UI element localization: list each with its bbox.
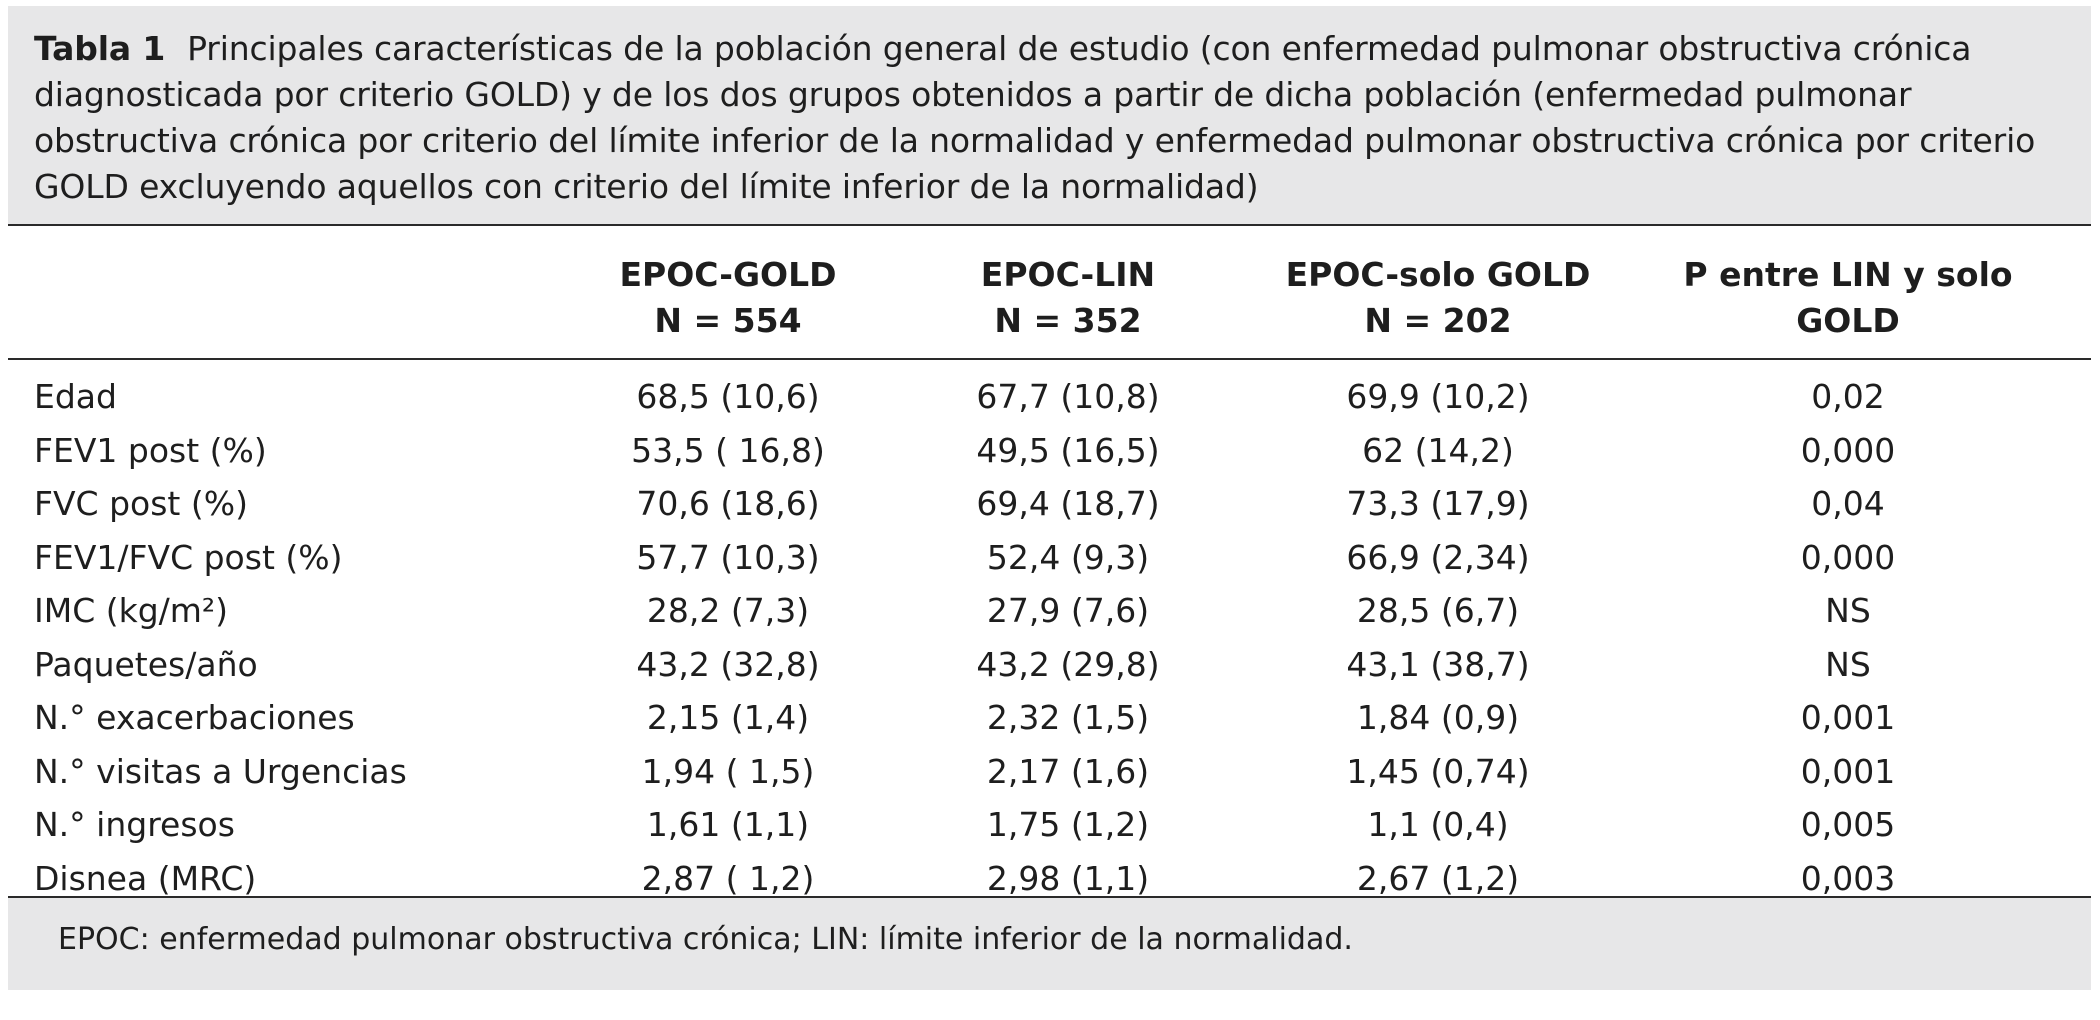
cell-p-value: NS <box>1825 644 1871 684</box>
cell-epoc-lin: 43,2 (29,8) <box>976 644 1160 684</box>
cell-epoc-lin: 2,98 (1,1) <box>986 858 1150 898</box>
row-label: FVC post (%) <box>34 484 248 523</box>
table-caption <box>8 6 2091 224</box>
cell-epoc-lin: 49,5 (16,5) <box>976 430 1160 470</box>
cell-epoc-solo-gold: 28,5 (6,7) <box>1356 591 1520 630</box>
row-label: FEV1 post (%) <box>34 430 267 470</box>
cell-epoc-lin: 69,4 (18,7) <box>976 484 1160 523</box>
cell-p-value: NS <box>1825 591 1871 630</box>
cell-p-value: 0,02 <box>1811 377 1885 416</box>
column-header-epoc-lin <box>908 252 1228 344</box>
row-label: N.° exacerbaciones <box>34 698 355 737</box>
table-row <box>8 745 2091 799</box>
row-label: N.° ingresos <box>34 805 235 844</box>
cell-epoc-solo-gold: 73,3 (17,9) <box>1346 484 1530 523</box>
table-row <box>8 424 2091 478</box>
cell-epoc-solo-gold: 1,45 (0,74) <box>1346 751 1530 791</box>
column-header-epoc-solo-gold <box>1238 252 1638 344</box>
column-header-name: EPOC-LIN <box>980 255 1156 294</box>
table-row <box>8 852 2091 906</box>
table-header <box>8 226 2091 358</box>
column-header-p-value <box>1628 252 2068 344</box>
cell-epoc-solo-gold: 69,9 (10,2) <box>1346 377 1530 416</box>
table-row <box>8 691 2091 745</box>
cell-p-value: 0,000 <box>1800 430 1896 470</box>
cell-epoc-solo-gold: 62 (14,2) <box>1362 430 1514 470</box>
row-label: N.° visitas a Urgencias <box>34 751 407 791</box>
table-row <box>8 477 2091 531</box>
column-header-n: N = 554 <box>654 301 802 340</box>
row-label: IMC (kg/m²) <box>34 591 229 630</box>
cell-epoc-lin: 2,32 (1,5) <box>986 698 1150 737</box>
cell-epoc-gold: 2,15 (1,4) <box>646 698 810 737</box>
row-label: Paquetes/año <box>34 644 258 684</box>
column-header-name: P entre LIN y solo GOLD <box>1683 255 2013 340</box>
table-row <box>8 370 2091 424</box>
cell-epoc-lin: 1,75 (1,2) <box>986 805 1150 844</box>
cell-epoc-gold: 53,5 ( 16,8) <box>631 430 825 470</box>
cell-p-value: 0,001 <box>1800 751 1896 791</box>
cell-epoc-gold: 1,61 (1,1) <box>646 805 810 844</box>
table-row <box>8 798 2091 852</box>
cell-epoc-solo-gold: 66,9 (2,34) <box>1346 537 1530 577</box>
cell-epoc-gold: 57,7 (10,3) <box>636 537 820 577</box>
cell-epoc-lin: 52,4 (9,3) <box>986 537 1150 577</box>
cell-epoc-lin: 2,17 (1,6) <box>986 751 1150 791</box>
cell-epoc-lin: 67,7 (10,8) <box>976 377 1160 416</box>
cell-epoc-solo-gold: 1,1 (0,4) <box>1367 805 1509 844</box>
row-label: Disnea (MRC) <box>34 858 257 898</box>
cell-epoc-gold: 70,6 (18,6) <box>636 484 820 523</box>
cell-epoc-solo-gold: 43,1 (38,7) <box>1346 644 1530 684</box>
cell-epoc-gold: 2,87 ( 1,2) <box>641 858 815 898</box>
column-header-n: N = 352 <box>994 301 1142 340</box>
column-header-name: EPOC-solo GOLD <box>1285 255 1591 294</box>
cell-p-value: 0,001 <box>1800 698 1896 737</box>
column-header-name: EPOC-GOLD <box>619 255 837 294</box>
cell-epoc-gold: 28,2 (7,3) <box>646 591 810 630</box>
table-row <box>8 638 2091 692</box>
cell-epoc-gold: 1,94 ( 1,5) <box>641 751 815 791</box>
cell-epoc-lin: 27,9 (7,6) <box>986 591 1150 630</box>
cell-p-value: 0,04 <box>1811 484 1885 523</box>
table-footnote: EPOC: enfermedad pulmonar obstructiva crónica; LIN: límite inferior de la normalidad. <box>8 898 2091 990</box>
caption-text: Principales características de la población general de estudio (con enfermedad pulmonar obstructiva crónica diagnosticada por criterio GOLD) y de los dos grupos obtenidos a partir de dicha población (enfermedad pulmonar obstructiva crónica por criterio del límite inferior de la normalidad y enfermedad pulmonar obstructiva crónica por criterio GOLD excluyendo aquellos con criterio del límite inferior de la normalidad) <box>34 29 2036 206</box>
cell-epoc-gold: 68,5 (10,6) <box>636 377 820 416</box>
cell-p-value: 0,000 <box>1800 537 1896 577</box>
row-label: Edad <box>34 377 117 416</box>
column-header-epoc-gold <box>568 252 888 344</box>
column-header-n: N = 202 <box>1364 301 1512 340</box>
row-label: FEV1/FVC post (%) <box>34 537 343 577</box>
table-figure <box>8 6 2091 1006</box>
table-body <box>8 360 2091 896</box>
cell-epoc-solo-gold: 1,84 (0,9) <box>1356 698 1520 737</box>
table-label: Tabla 1 <box>34 29 166 68</box>
cell-p-value: 0,005 <box>1800 805 1896 844</box>
cell-epoc-gold: 43,2 (32,8) <box>636 644 820 684</box>
table-row <box>8 531 2091 585</box>
table-row <box>8 584 2091 638</box>
cell-p-value: 0,003 <box>1800 858 1896 898</box>
cell-epoc-solo-gold: 2,67 (1,2) <box>1356 858 1520 898</box>
